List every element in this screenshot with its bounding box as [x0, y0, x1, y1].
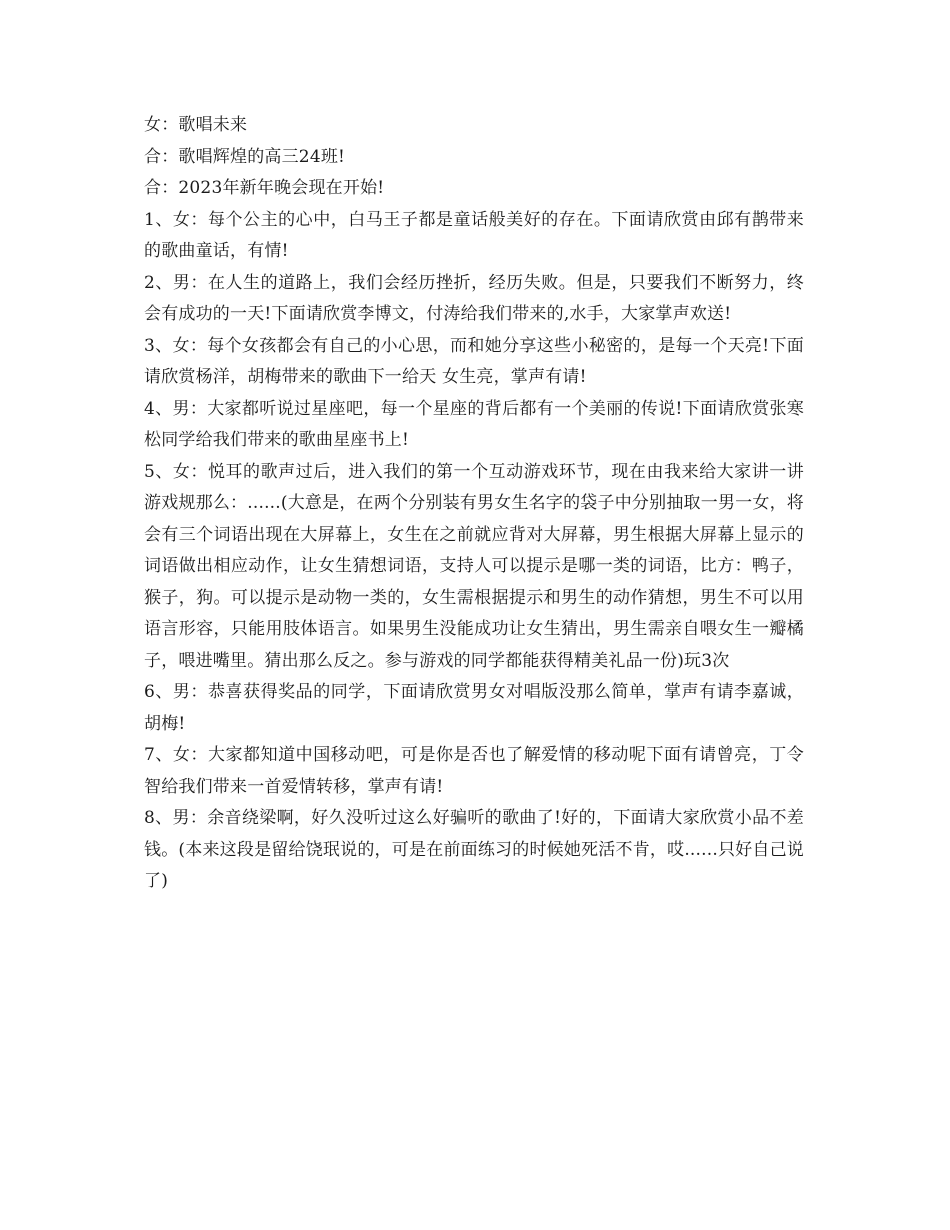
document-body	[144, 110, 804, 898]
program-item-7: 7、女：大家都知道中国移动吧，可是你是否也了解爱情的移动呢下面有请曾亮，丁令智给我们带来一首爱情转移，掌声有请!	[144, 745, 804, 797]
line-female-sing-future: 女：歌唱未来	[144, 115, 248, 135]
program-item-3: 3、女：每个女孩都会有自己的小心思，而和她分享这些小秘密的，是每一个天亮!下面请欣赏杨洋，胡梅带来的歌曲下一给天 女生亮，掌声有请!	[144, 335, 804, 387]
program-item-2: 2、男：在人生的道路上，我们会经历挫折，经历失败。但是，只要我们不断努力，终会有成功的一天!下面请欣赏李博文，付涛给我们带来的,水手，大家掌声欢送!	[144, 272, 804, 324]
program-item-5: 5、女：悦耳的歌声过后，进入我们的第一个互动游戏环节，现在由我来给大家讲一讲游戏规那么：......(大意是，在两个分别装有男女生名字的袋子中分别抽取一男一女，将会有三个词语出现在大屏幕上，女生在之前就应背对大屏幕，男生根据大屏幕上显示的词语做出相应动作，让女生猜想词语，支持人可以提示是哪一类的词语，比方：鸭子，猴子，狗。可以提示是动物一类的，女生需根据提示和男生的动作猜想，男生不可以用语言形容，只能用肢体语言。如果男生没能成功让女生猜出，男生需亲自喂女生一瓣橘子，喂进嘴里。猜出那么反之。参与游戏的同学都能获得精美礼品一份)玩3次	[144, 461, 804, 671]
program-item-8: 8、男：余音绕梁啊，好久没听过这么好骗听的歌曲了!好的，下面请大家欣赏小品不差钱。(本来这段是留给饶珉说的，可是在前面练习的时候她死活不肯，哎......只好自己说了)	[144, 808, 804, 891]
line-chorus-start: 合：2023年新年晚会现在开始!	[144, 178, 385, 198]
line-chorus-class: 合：歌唱辉煌的高三24班!	[144, 146, 346, 167]
program-item-4: 4、男：大家都听说过星座吧，每一个星座的背后都有一个美丽的传说!下面请欣赏张寒松同学给我们带来的歌曲星座书上!	[144, 398, 804, 450]
program-item-1: 1、女：每个公主的心中，白马王子都是童话般美好的存在。下面请欣赏由邱有鹊带来的歌曲童话，有情!	[144, 209, 804, 261]
program-item-6: 6、男：恭喜获得奖品的同学，下面请欣赏男女对唱版没那么简单，掌声有请李嘉诚，胡梅!	[144, 682, 804, 734]
